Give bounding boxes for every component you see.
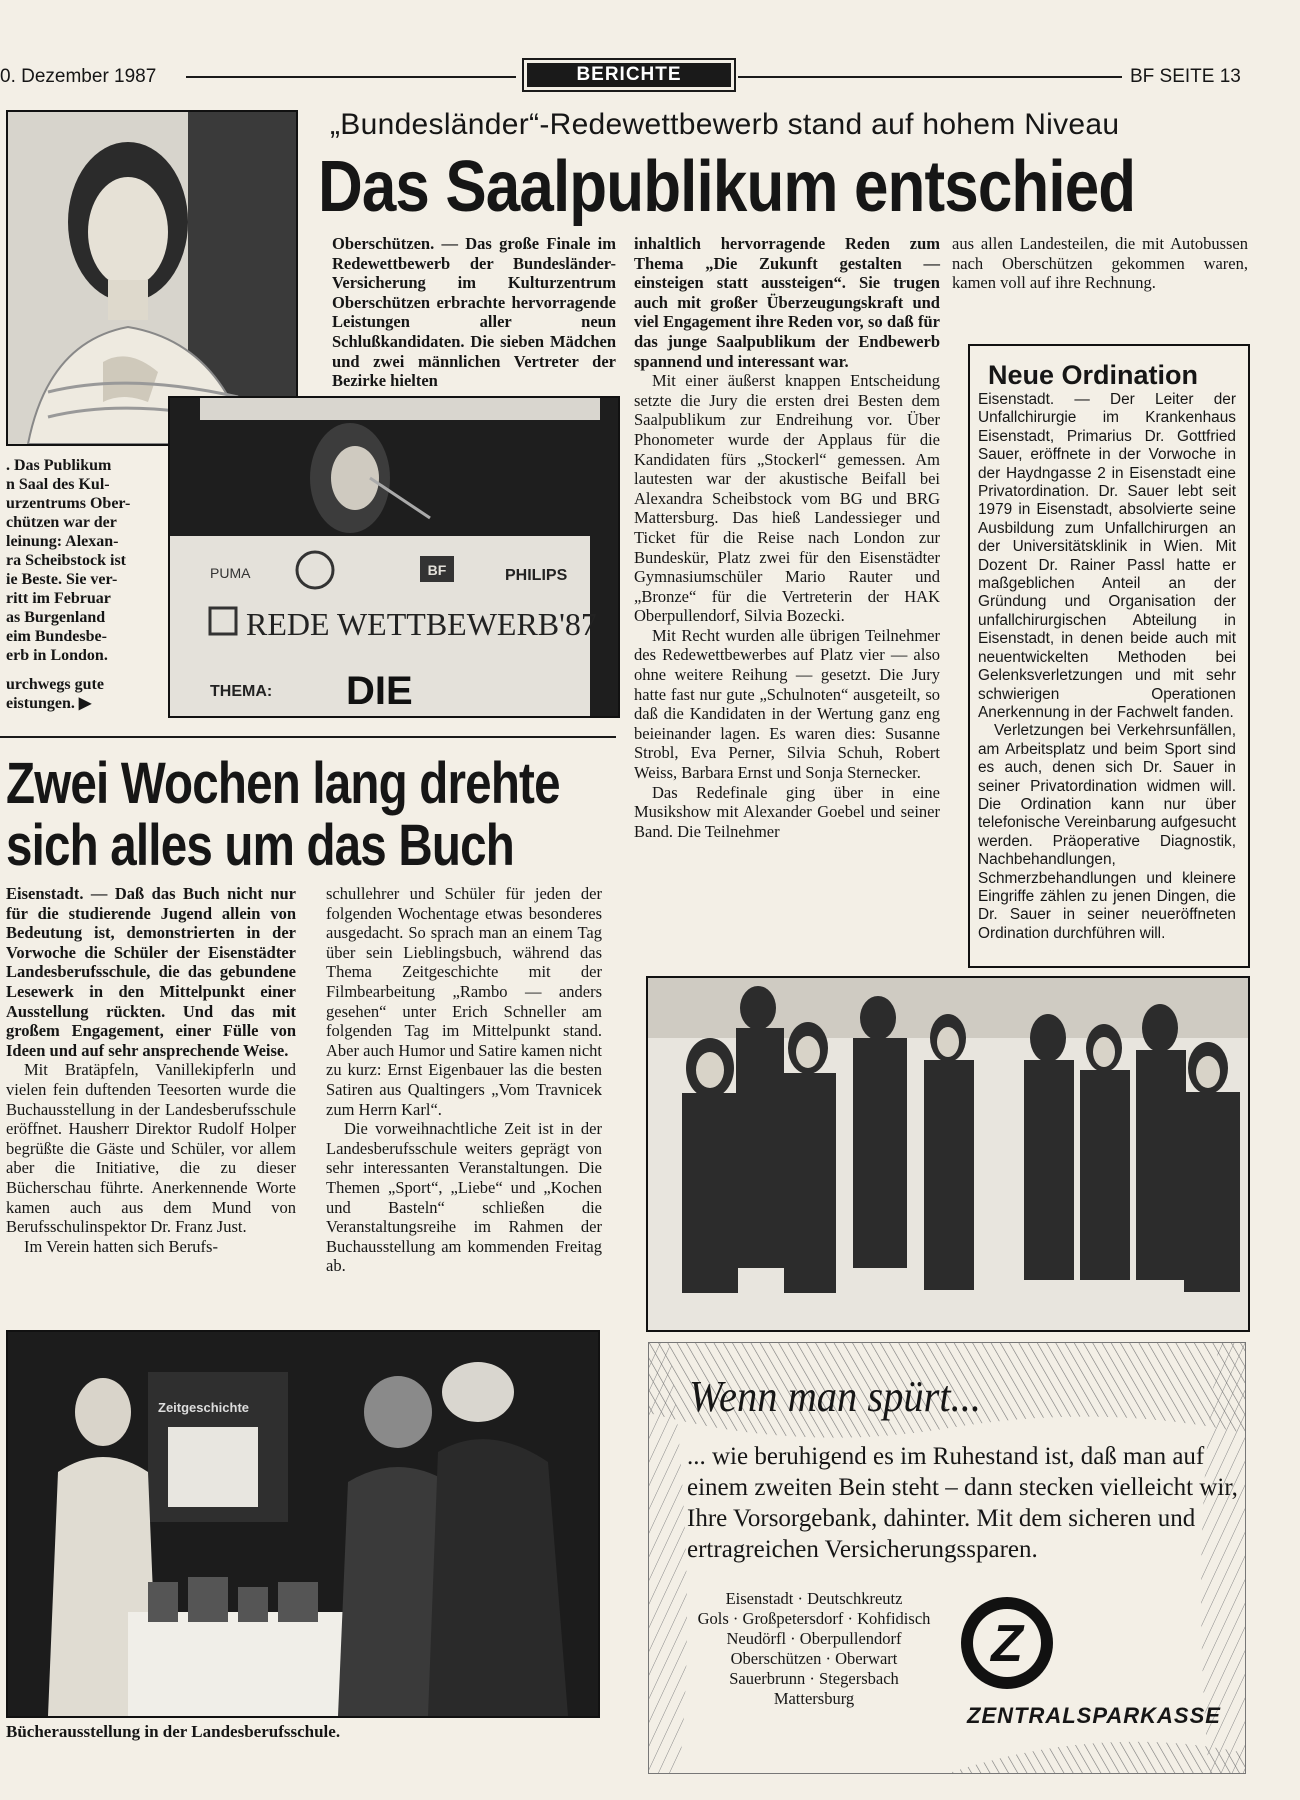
paragraph: Mit Bratäpfeln, Vanillekipferln und vielen fein duftenden Teesorten wurde die Buchausstellung in der Landesberufsschule eröffnet. Hausherr Direktor Rudolf Holper begrüßte die Gäste und Schüler, vor allem aber die Initiative, die zu dieser Bücherschau führte. Anerkennende Worte kamen auch aus dem Mund von Berufsschulinspektor Dr. Franz Just. <box>6 1060 296 1237</box>
paragraph: Die vorweihnachtliche Zeit ist in der Landesberufsschule weiters geprägt von sehr interessanten Veranstaltungen. Die Themen „Sport“, „Liebe“ und „Kochen und Basteln“ schließen die Veranstaltungsreihe im Rahmen der Buchausstellung am kommenden Freitag ab. <box>326 1119 602 1276</box>
section-badge: BERICHTE <box>522 58 736 92</box>
photo-book-exhibition <box>6 1330 600 1718</box>
article1-column1: Oberschützen. — Das große Finale im Redewettbewerb der Bundesländer-Versicherung im Kulturzentrum Oberschützen erbrachte hervorragende Leistungen aller neun Schlußkandidaten. Die sieben Mädchen und zwei männlichen Vertreter der Bezirke hielten <box>332 234 616 391</box>
zeitgeschichte-sign: Zeitgeschichte <box>158 1400 250 1415</box>
caption-line: urzentrums Ober- <box>6 495 131 512</box>
caption-line: . Das Publikum <box>6 457 112 474</box>
caption-line: eistungen. ▶ <box>6 695 92 712</box>
sign-philips: PHILIPS <box>505 567 568 584</box>
photo-ordination-guests <box>646 976 1250 1332</box>
paragraph: Mit einer äußerst knappen Entscheidung setzte die Jury die ersten drei Besten dem Saalpublikum zur Endreihung vor. Über Phonometer wurde der Applaus für die Kandidaten fürs „Stockerl“ gemessen. Am lautesten war der akustische Beifall bei Alexandra Scheibstock vom BG und BRG Mattersburg. Das hieß Landessieger und Ticket für die Reise nach London zur Bundeskür, Platz zwei für den Eisenstädter Gymnasiumschüler Mario Rauter und „Bronze“ für die Vertreterin der HAK Oberpullendorf, Silvia Bozecki. <box>634 371 940 626</box>
caption-line <box>6 665 160 675</box>
article1-headline: Das Saalpublikum entschied <box>318 147 1136 227</box>
paragraph: Eisenstadt. — Daß das Buch nicht nur für die studierende Jugend allein von Bedeutung ist, demonstrierten in der Vorwoche die Schüler der Eisenstädter Landesberufsschule, die das gebundene Lesewerk in den Mittelpunkt einer Ausstellung rückten. Und das mit großem Engagement, einer Fülle von Ideen und auf sehr ansprechende Weise. <box>6 884 296 1060</box>
paragraph: schullehrer und Schüler für jeden der folgenden Wochentage etwas besonderes ausgedacht. So sprach man an einem Tag über sein Lieblingsbuch, während das Thema Zeitgeschichte mit der Filmbearbeitung „Rambo — anders gesehen“ unter Erich Schneller am folgenden Tag im Mittelpunkt stand. Aber auch Humor und Satire kamen nicht zu kurz: Ernst Eigenbauer las die besten Satiren aus Qualtingers „Vom Travnicek zum Herrn Karl“. <box>326 884 602 1119</box>
box-title: Neue Ordination <box>988 360 1199 390</box>
branch-line: Eisenstadt · Deutschkreutz <box>725 1589 903 1608</box>
ad-body-text: ... wie beruhigend es im Ruhestand ist, daß man auf einem zweiten Bein steht – dann stecken vielleicht wir, Ihre Vorsorgebank, dahinter. Mit dem sicheren und ertragreichen Versicherungssparen. <box>687 1443 1238 1563</box>
caption-line: ritt im Februar <box>6 590 111 607</box>
group-photo-icon <box>648 978 1248 1330</box>
article2-column1 <box>6 884 296 1256</box>
caption-line: ra Scheibstock ist <box>6 552 126 569</box>
exhibition-photo-icon <box>8 1332 598 1716</box>
svg-text:PUMA: PUMA <box>210 565 251 581</box>
sign-die: DIE <box>346 669 413 713</box>
paragraph: Mit Recht wurden alle übrigen Teilnehmer des Redewettbewerbes auf Platz vier — also ohne weitere Reihung — gesetzt. Die Jury hatte fast nur gute „Schulnoten“ ausgeteilt, so daß die Kandidaten in der Wertung ganz eng beieinander lagen. Es waren dies: Susanne Strobl, Eva Perner, Silvia Schuh, Robert Weiss, Barbara Ernst und Sonja Sternecker. <box>634 625 940 783</box>
sign-bf: BF <box>427 562 447 578</box>
box-text <box>970 391 1244 943</box>
issue-date: 0. Dezember 1987 <box>0 66 157 87</box>
stage-photo-icon <box>170 398 618 716</box>
photo-stage-speech <box>168 396 620 718</box>
article2-top-rule <box>0 736 616 738</box>
paragraph: inhaltlich hervorragende Reden zum Thema „Die Zukunft gestalten — einsteigen statt aussteigen“. Sie trugen auch mit großer Überzeugungskraft und viel Engagement ihre Reden vor, so daß für das junge Saalpublikum der Endbewerb spannend und interessant war. <box>634 234 940 371</box>
ad-branch-list <box>679 1589 949 1709</box>
branch-line: Mattersburg <box>773 1689 855 1708</box>
caption-line: eim Bundesbe- <box>6 628 107 645</box>
article2-headline-line2: sich alles um das Buch <box>6 813 514 878</box>
sign-thema: THEMA: <box>210 683 273 700</box>
article1-column3: aus allen Landesteilen, die mit Autobussen nach Oberschützen gekommen waren, kamen voll auf ihre Rechnung. <box>952 234 1248 293</box>
ad-brand-name: ZENTRALSPARKASSE <box>967 1703 1221 1728</box>
article1-column2 <box>634 234 940 841</box>
zentralsparkasse-advertisement <box>648 1342 1246 1774</box>
header-rule-right <box>738 76 1122 78</box>
page-number: BF SEITE 13 <box>1130 66 1241 87</box>
article2-headline-line1: Zwei Wochen lang drehte <box>6 751 560 816</box>
header-rule-left <box>186 76 516 78</box>
caption-line: chützen war der <box>6 514 117 531</box>
branch-line: Oberschützen · Oberwart <box>730 1649 898 1668</box>
paragraph: Das Redefinale ging über in eine Musikshow mit Alexander Goebel und seiner Band. Die Teilnehmer <box>634 782 940 841</box>
ad-slogan: Wenn man spürt... <box>689 1372 981 1421</box>
paragraph: Eisenstadt. — Der Leiter der Unfallchirurgie im Krankenhaus Eisenstadt, Primarius Dr. Gottfried Sauer, eröffnete in der Vorwoche in der Haydngasse 2 in Eisenstadt eine Privatordination. Dr. Sauer lebt seit 1979 in Eisenstadt, absolvierte seine Ausbildung zum Unfallchirurgen an der Universitätsklinik in Wien. Mit Dozent Dr. Rainer Passl hatte er maßgeblichen Anteil an der Gründung und Organisation der unfallchirurgischen Abteilung in Eisenstadt, in denen beide auch mit neuentwickelten Methoden bei Gelenksverletzungen und mit sehr schwierigen Operationen Anerkennung in der Fachwelt fanden. <box>978 391 1236 721</box>
portrait-photo-icon <box>8 112 296 444</box>
article1-photo-caption <box>6 456 160 713</box>
sign-title: REDE WETTBEWERB'87 <box>246 606 597 642</box>
article1-kicker: „Bundesländer“-Redewettbewerb stand auf hohem Niveau <box>330 108 1120 141</box>
branch-line: Gols · Großpetersdorf · Kohfidisch <box>697 1609 931 1628</box>
caption-line: n Saal des Kul- <box>6 476 110 493</box>
caption-line: erb in London. <box>6 647 108 664</box>
logo-letter: Z <box>991 1615 1023 1673</box>
caption-line: leinung: Alexan- <box>6 533 119 550</box>
caption-line: ie Beste. Sie ver- <box>6 571 118 588</box>
branch-line: Sauerbrunn · Stegersbach <box>729 1669 899 1688</box>
branch-line: Neudörfl · Oberpullendorf <box>726 1629 902 1648</box>
article2-column2 <box>326 884 602 1276</box>
caption-line: as Burgenland <box>6 609 106 626</box>
caption-line: urchwegs gute <box>6 676 104 693</box>
paragraph: Im Verein hatten sich Berufs- <box>24 1236 218 1256</box>
zentralsparkasse-logo-icon <box>959 1595 1055 1691</box>
paragraph: Verletzungen bei Verkehrsunfällen, am Arbeitsplatz und beim Sport sind es auch, denen sich Dr. Sauer in seiner Privatordination widmen will. Die Ordination kann nur über telefonische Vereinbarung aufgesucht werden. Präoperative Diagnostik, Nachbehandlungen, Schmerzbehandlungen und kleinere Eingriffe zählen zu jenen Dingen, die Dr. Sauer in seiner neueröffneten Ordination durchführen will. <box>978 722 1236 942</box>
exhibition-photo-caption: Bücherausstellung in der Landesberufsschule. <box>6 1722 341 1741</box>
